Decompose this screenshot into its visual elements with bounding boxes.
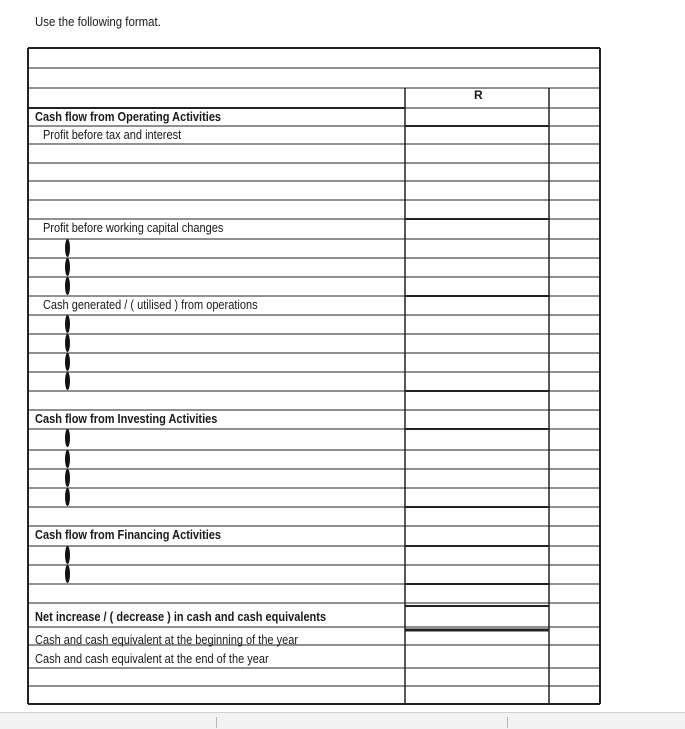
financing-heading-row [28, 526, 600, 544]
currency-column-header: R [474, 88, 483, 102]
ruler-tick [216, 717, 217, 728]
bullet-row [65, 372, 70, 390]
bullet-row [65, 258, 70, 276]
bullet-row [65, 315, 70, 333]
investing-heading-label: Cash flow from Investing Activities [35, 412, 218, 426]
bullet-row [65, 277, 70, 295]
cash-end-row [28, 650, 600, 668]
operating-heading-row [28, 108, 600, 126]
ruler-tick [507, 717, 508, 728]
cash-end-label: Cash and cash equivalent at the end of the year [35, 652, 269, 666]
bullet-row [65, 334, 70, 352]
bullet-row [65, 450, 70, 468]
cash-beginning-label: Cash and cash equivalent at the beginning of the year [35, 633, 299, 647]
profit-before-wc-label: Profit before working capital changes [42, 221, 224, 235]
net-increase-row [28, 608, 600, 626]
bullet-row [65, 353, 70, 371]
profit-before-tax-row [28, 126, 600, 144]
page-footer-bar [0, 712, 685, 729]
profit-before-tax-label: Profit before tax and interest [42, 128, 182, 142]
financing-heading-label: Cash flow from Financing Activities [35, 528, 222, 542]
investing-heading-row [28, 410, 600, 428]
cash-beginning-row [28, 631, 600, 649]
net-increase-label: Net increase / ( decrease ) in cash and cash equivalents [35, 610, 327, 624]
cash-generated-label: Cash generated / ( utilised ) from operations [42, 298, 258, 312]
instruction-text: Use the following format. [35, 14, 161, 29]
bullet-row [65, 429, 70, 447]
bullet-row [65, 469, 70, 487]
bullet-row [65, 488, 70, 506]
bullet-row [65, 546, 70, 564]
operating-heading-label: Cash flow from Operating Activities [35, 110, 222, 124]
cash-generated-row [28, 296, 600, 314]
bullet-row [65, 239, 70, 257]
bullet-row [65, 565, 70, 583]
profit-before-wc-row [28, 219, 600, 237]
